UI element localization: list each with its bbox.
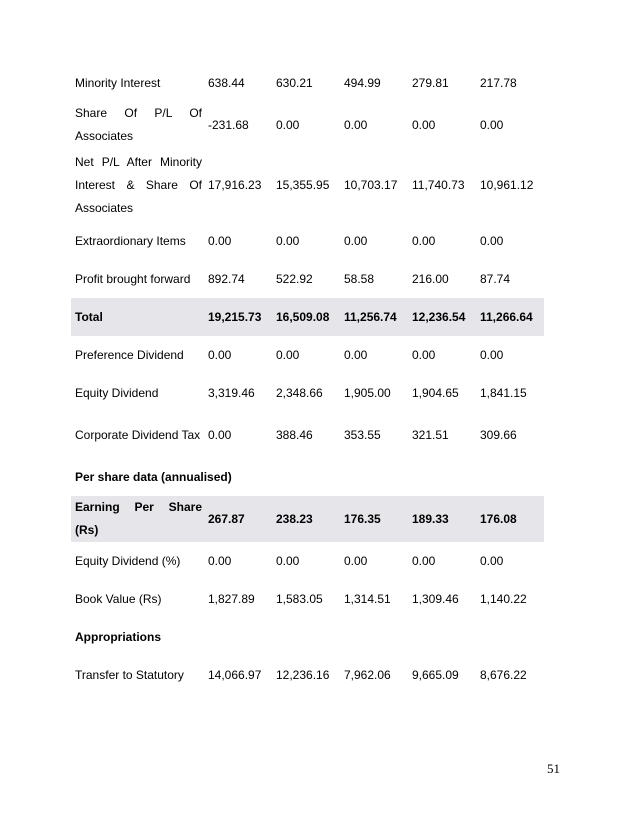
row-profit-brought-forward xyxy=(71,260,544,298)
cell-value: 58.58 xyxy=(344,272,375,286)
section-appropriations xyxy=(71,618,544,656)
cell-value: 0.00 xyxy=(208,554,232,568)
row-minority-interest xyxy=(71,64,544,102)
row-label: Share Of P/L Of Associates xyxy=(75,106,202,143)
cell-value: 1,140.22 xyxy=(480,592,527,606)
cell-value: 309.66 xyxy=(480,428,517,442)
cell-value: 14,066.97 xyxy=(208,668,262,682)
cell-value: 216.00 xyxy=(412,272,449,286)
section-heading: Per share data (annualised) xyxy=(75,470,232,484)
row-label: Transfer to Statutory xyxy=(75,667,184,682)
row-label: Equity Dividend xyxy=(75,385,159,400)
row-extraordinary-items xyxy=(71,222,544,260)
cell-value: 0.00 xyxy=(276,348,300,362)
cell-value: 267.87 xyxy=(204,496,272,542)
row-earning-per-share xyxy=(71,496,544,542)
cell-value: 1,904.65 xyxy=(412,386,459,400)
cell-value: 9,665.09 xyxy=(412,668,459,682)
cell-value: 321.51 xyxy=(412,428,449,442)
cell-value: 3,319.46 xyxy=(208,386,255,400)
cell-value: 11,740.73 xyxy=(412,178,465,192)
section-heading: Appropriations xyxy=(75,630,161,644)
row-label: Total xyxy=(71,298,204,336)
cell-value: 217.78 xyxy=(480,76,517,90)
row-preference-dividend xyxy=(71,336,544,374)
cell-value: 522.92 xyxy=(276,272,313,286)
cell-value: 0.00 xyxy=(412,554,436,568)
row-share-of-pl-associates xyxy=(71,102,544,148)
cell-value: 0.00 xyxy=(208,234,232,248)
row-label: Book Value (Rs) xyxy=(75,591,162,606)
cell-value: -231.68 xyxy=(208,118,249,132)
row-label: Profit brought forward xyxy=(75,271,191,286)
cell-value: 0.00 xyxy=(276,118,300,132)
cell-value: 11,256.74 xyxy=(340,298,408,336)
cell-value: 1,841.15 xyxy=(480,386,527,400)
cell-value: 0.00 xyxy=(344,348,368,362)
cell-value: 0.00 xyxy=(412,118,436,132)
cell-value: 388.46 xyxy=(276,428,313,442)
cell-value: 638.44 xyxy=(208,76,245,90)
cell-value: 0.00 xyxy=(208,348,232,362)
cell-value: 0.00 xyxy=(480,554,504,568)
cell-value: 0.00 xyxy=(208,428,232,442)
row-book-value xyxy=(71,580,544,618)
row-equity-dividend xyxy=(71,374,544,412)
cell-value: 17,916.23 xyxy=(208,178,262,192)
row-label: Net P/L After Minority Interest & Share Of Associates xyxy=(75,154,202,215)
cell-value: 176.08 xyxy=(476,496,544,542)
cell-value: 1,583.05 xyxy=(276,592,323,606)
cell-value: 87.74 xyxy=(480,272,511,286)
row-equity-dividend-pct xyxy=(71,542,544,580)
cell-value: 19,215.73 xyxy=(204,298,272,336)
cell-value: 12,236.54 xyxy=(408,298,476,336)
row-corporate-dividend-tax xyxy=(71,412,544,458)
section-per-share-data xyxy=(71,458,544,496)
cell-value: 12,236.16 xyxy=(276,668,330,682)
row-total xyxy=(71,298,544,336)
cell-value: 0.00 xyxy=(344,118,368,132)
cell-value: 0.00 xyxy=(480,348,504,362)
cell-value: 189.33 xyxy=(408,496,476,542)
row-label: Preference Dividend xyxy=(75,347,184,362)
cell-value: 10,703.17 xyxy=(344,178,398,192)
cell-value: 494.99 xyxy=(344,76,381,90)
cell-value: 0.00 xyxy=(276,554,300,568)
cell-value: 0.00 xyxy=(412,348,436,362)
cell-value: 1,314.51 xyxy=(344,592,391,606)
cell-value: 1,827.89 xyxy=(208,592,255,606)
cell-value: 2,348.66 xyxy=(276,386,323,400)
cell-value: 1,309.46 xyxy=(412,592,459,606)
cell-value: 238.23 xyxy=(272,496,340,542)
row-label: Extraordionary Items xyxy=(75,233,186,248)
row-label: Corporate Dividend Tax xyxy=(75,427,201,442)
page-number: 51 xyxy=(547,761,560,776)
financial-table xyxy=(71,64,544,694)
cell-value: 0.00 xyxy=(480,234,504,248)
cell-value: 15,355.95 xyxy=(276,178,330,192)
cell-value: 0.00 xyxy=(344,554,368,568)
cell-value: 892.74 xyxy=(208,272,245,286)
cell-value: 630.21 xyxy=(276,76,313,90)
cell-value: 10,961.12 xyxy=(480,178,534,192)
cell-value: 176.35 xyxy=(340,496,408,542)
row-label: Equity Dividend (%) xyxy=(75,553,181,568)
cell-value: 279.81 xyxy=(412,76,449,90)
row-label: Minority Interest xyxy=(75,75,161,90)
cell-value: 353.55 xyxy=(344,428,381,442)
cell-value: 0.00 xyxy=(276,234,300,248)
cell-value: 0.00 xyxy=(412,234,436,248)
cell-value: 8,676.22 xyxy=(480,668,527,682)
cell-value: 1,905.00 xyxy=(344,386,391,400)
cell-value: 0.00 xyxy=(480,118,504,132)
cell-value: 16,509.08 xyxy=(272,298,340,336)
cell-value: 0.00 xyxy=(344,234,368,248)
row-label: Earning Per Share (Rs) xyxy=(71,496,204,542)
row-net-pl xyxy=(71,148,544,222)
cell-value: 7,962.06 xyxy=(344,668,391,682)
row-transfer-to-statutory xyxy=(71,656,544,694)
cell-value: 11,266.64 xyxy=(476,298,544,336)
